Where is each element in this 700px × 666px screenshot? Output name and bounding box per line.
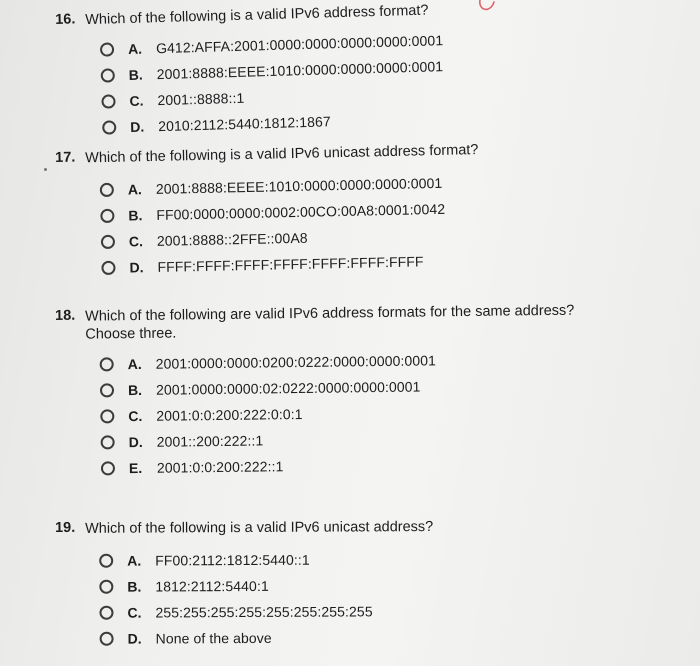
radio-button-icon[interactable]: [100, 383, 114, 397]
answer-option-e[interactable]: [101, 450, 577, 482]
option-text: 255:255:255:255:255:255:255:255: [155, 603, 373, 621]
question-16: [55, 1, 446, 142]
option-letter: B.: [127, 578, 142, 595]
question-number: 19.: [55, 519, 76, 536]
option-letter: A.: [127, 40, 143, 57]
radio-button-icon[interactable]: [101, 94, 115, 108]
option-letter: D.: [128, 433, 143, 451]
answer-option-c[interactable]: [99, 598, 433, 626]
option-letter: A.: [127, 355, 142, 373]
question-19: [55, 518, 434, 652]
option-letter: C.: [127, 604, 142, 621]
pen-scribble-mark: [476, 0, 498, 18]
question-instruction: Choose three.: [85, 325, 177, 343]
option-text: 2001::8888::1: [157, 89, 245, 109]
option-text: 2001::200:222::1: [156, 432, 264, 450]
option-letter: B.: [128, 207, 143, 224]
question-text: Which of the following is a valid IPv6 unicast address format?: [85, 142, 479, 167]
radio-button-icon[interactable]: [101, 261, 115, 275]
option-text: None of the above: [155, 629, 272, 647]
radio-button-icon[interactable]: [100, 632, 114, 646]
option-text: G412:AFFA:2001:0000:0000:0000:0000:0001: [155, 32, 444, 57]
question-number: 17.: [55, 149, 76, 166]
option-letter: D.: [129, 259, 144, 276]
option-letter: A.: [127, 181, 143, 198]
answer-options: [55, 546, 434, 652]
option-letter: E.: [128, 459, 143, 477]
radio-button-icon[interactable]: [102, 120, 116, 134]
answer-option-d[interactable]: [100, 624, 434, 652]
option-letter: C.: [128, 407, 143, 425]
radio-button-icon[interactable]: [100, 209, 114, 223]
option-letter: B.: [128, 66, 144, 83]
option-letter: C.: [129, 92, 144, 109]
answer-option-a[interactable]: [99, 546, 433, 574]
option-letter: D.: [130, 118, 145, 135]
option-letter: D.: [127, 630, 142, 647]
radio-button-icon[interactable]: [99, 554, 113, 568]
option-text: 2001:0:0:200:222:0:0:1: [156, 405, 303, 424]
option-text: 2010:2112:5440:1812:1867: [158, 113, 332, 135]
radio-button-icon[interactable]: [100, 409, 114, 423]
answer-options: [56, 346, 577, 482]
radio-button-icon[interactable]: [101, 435, 115, 449]
option-text: 1812:2112:5440:1: [155, 577, 269, 595]
answer-option-b[interactable]: [99, 572, 433, 600]
option-text: FFFF:FFFF:FFFF:FFFF:FFFF:FFFF:FFFF: [157, 253, 424, 275]
question-18: [55, 302, 576, 482]
option-text: 2001:0:0:200:222::1: [156, 458, 284, 476]
answer-options: [56, 169, 481, 282]
option-text: 2001:8888:EEEE:1010:0000:0000:0000:0001: [156, 58, 444, 83]
answer-options: [56, 27, 446, 142]
radio-button-icon[interactable]: [99, 580, 113, 594]
radio-button-icon[interactable]: [100, 183, 114, 197]
option-text: 2001:0000:0000:02:0222:0000:0000:0001: [155, 378, 421, 398]
question-text: Which of the following are valid IPv6 address formats for the same address? Choose three.: [85, 302, 575, 343]
option-text: 2001:8888::2FFE::00A8: [156, 229, 308, 249]
question-text: Which of the following is a valid IPv6 unicast address?: [85, 519, 434, 537]
question-number: 16.: [55, 11, 76, 28]
option-text: FF00:2112:1812:5440::1: [155, 551, 310, 569]
radio-button-icon[interactable]: [101, 68, 115, 82]
radio-button-icon[interactable]: [101, 461, 115, 475]
radio-button-icon[interactable]: [99, 606, 113, 620]
radio-button-icon[interactable]: [100, 357, 114, 371]
option-letter: C.: [128, 233, 144, 250]
option-text: 2001:8888:EEEE:1010:0000:0000:0000:0001: [155, 174, 443, 197]
option-letter: A.: [127, 552, 142, 569]
option-letter: B.: [127, 381, 143, 399]
option-text: FF00:0000:0000:0002:00CO:00A8:0001:0042: [156, 200, 446, 223]
question-number: 18.: [55, 307, 76, 324]
radio-button-icon[interactable]: [101, 235, 115, 249]
page-dot: [44, 168, 47, 171]
radio-button-icon[interactable]: [100, 42, 114, 56]
question-text: Which of the following is a valid IPv6 address format?: [85, 2, 429, 29]
question-17: [55, 141, 481, 282]
option-text: 2001:0000:0000:0200:0222:0000:0000:0001: [155, 352, 437, 372]
